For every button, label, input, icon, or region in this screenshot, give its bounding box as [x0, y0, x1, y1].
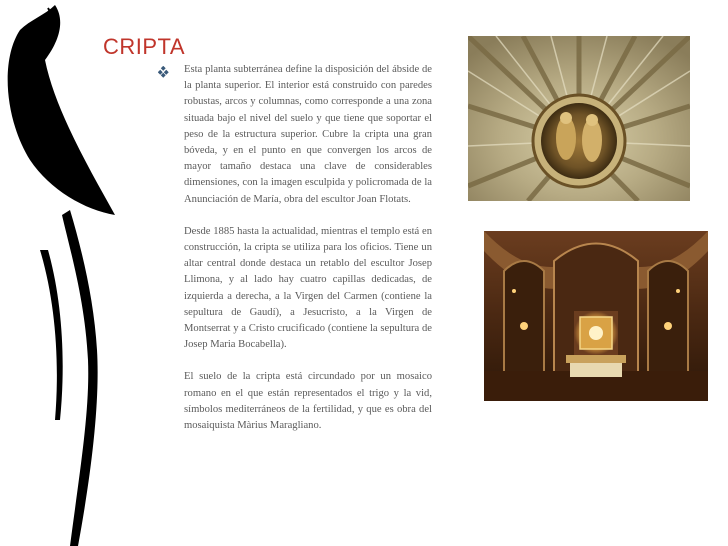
paragraph-1: Esta planta subterránea define la disposición del ábside de la planta superior. El interior está construido con paredes robustas, arcos y columnas, como corresponde a una zona situada bajo el nivel del suelo y que tiene que soportar el peso de la estructura superior. Cubre la cripta una gran bóveda, y en el punto en que convergen los arcos de mayor tamaño destaca una clave de considerables dimensiones, con la imagen esculpida y policromada de la Anunciación de María, obra del escultor Joan Flotats. — [184, 64, 432, 205]
body-text — [184, 62, 432, 450]
brush-stroke-decoration — [0, 0, 130, 546]
vault-keystone-photo — [468, 36, 690, 201]
diamond-bullet-icon — [158, 66, 170, 78]
crypt-interior-photo — [484, 231, 708, 401]
paragraph-3: El suelo de la cripta está circundado por un mosaico romano en el que están representados el trigo y la vid, símbolos mediterráneos de la fertilidad, y que es obra del mosaiquista Màrius Maragliano. — [184, 371, 432, 432]
slide-title: CRIPTA — [103, 34, 186, 59]
paragraph-2: Desde 1885 hasta la actualidad, mientras el templo está en construcción, la cripta se utiliza para los oficios. Tiene un altar central donde destaca un retablo del escultor Josep Llimona, y al lado hay cuatro capillas dedicadas, de izquierda a derecha, a la Virgen del Carmen (contiene la sepultura de Gaudí), a Jesucristo, a la Virgen de Montserrat y a Cristo crucificado (contiene la sepultura de Josep Maria Bocabella). — [184, 225, 432, 351]
